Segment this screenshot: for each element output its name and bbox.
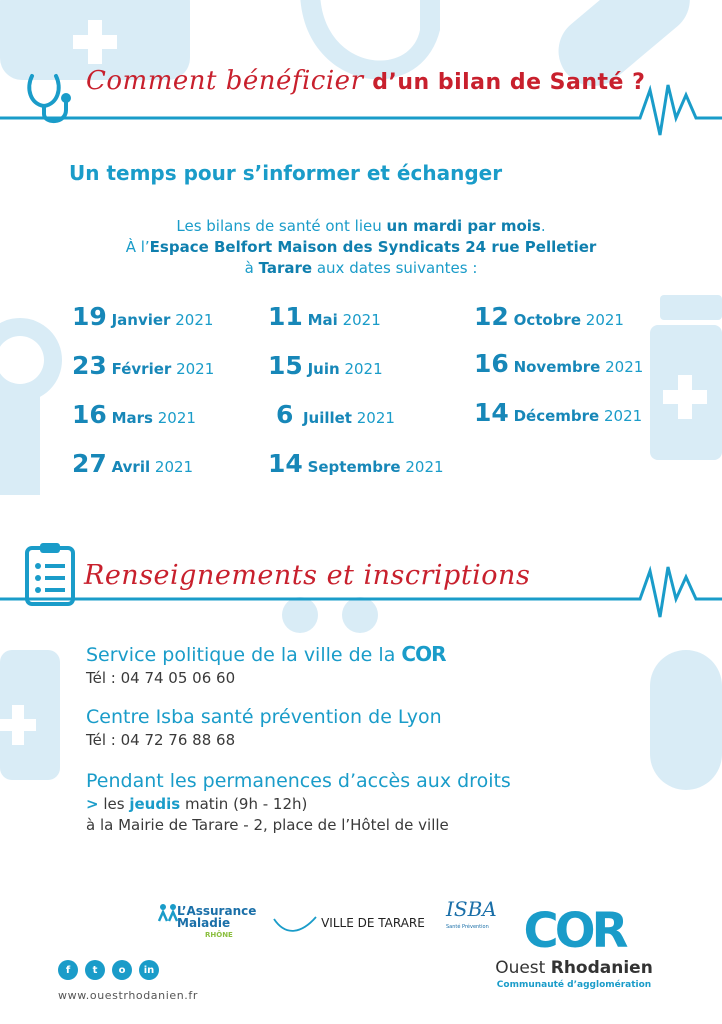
date-item: [72, 302, 213, 331]
date-day: 14: [268, 449, 303, 478]
date-year: 2021: [154, 458, 194, 476]
isba-heading: Centre Isba santé prévention de Lyon: [86, 706, 442, 728]
date-day: 15: [268, 351, 303, 380]
date-day: 16: [474, 349, 509, 378]
intro-line2-b: Espace Belfort Maison des Syndicats 24 rue Pelletier: [149, 238, 597, 256]
date-year: 2021: [342, 311, 381, 329]
date-month: Janvier: [111, 311, 171, 329]
date-item: [276, 400, 395, 429]
date-item: [72, 351, 214, 380]
intro-text: [0, 216, 722, 279]
date-day: 27: [72, 449, 107, 478]
date-year: 2021: [604, 407, 643, 425]
ville-de-tarare-logo: [272, 912, 425, 933]
date-item: [474, 349, 643, 378]
date-item: [268, 302, 381, 331]
date-day: 12: [474, 302, 509, 331]
date-month: Mars: [111, 409, 153, 427]
permanence-place: à la Mairie de Tarare - 2, place de l’Hôtel de ville: [86, 816, 449, 834]
cor-logo-mark: COR: [523, 903, 625, 959]
date-month: Octobre: [513, 311, 582, 329]
social-icons: [58, 960, 159, 980]
wave-icon: [272, 913, 322, 933]
cor-sub: Communauté d’agglomération: [496, 980, 652, 990]
date-year: 2021: [356, 409, 395, 427]
date-item: [474, 398, 642, 427]
date-item: [268, 351, 383, 380]
website-link[interactable]: www.ouestrhodanien.fr: [58, 989, 199, 1002]
am-line1: L’Assurance: [177, 904, 257, 918]
am-line3: RHÔNE: [205, 931, 233, 939]
date-year: 2021: [157, 409, 196, 427]
date-year: 2021: [344, 360, 383, 378]
permanence-les: les: [103, 795, 125, 813]
date-day: 19: [72, 302, 107, 331]
permanence-jeudis: jeudis: [129, 795, 181, 813]
assurance-maladie-logo: [165, 905, 256, 941]
service-phone: Tél : 04 74 05 06 60: [86, 669, 236, 687]
instagram-icon[interactable]: o: [112, 960, 132, 980]
clipboard-icon: [24, 540, 76, 606]
service-heading: [86, 642, 445, 666]
contact-title: Renseignements et inscriptions: [84, 560, 531, 591]
isba-block: [86, 706, 442, 749]
permanence-time: matin (9h - 12h): [184, 795, 308, 813]
service-heading-text: Service politique de la ville de la: [86, 644, 396, 666]
cor-inline-logo: COR: [401, 642, 446, 666]
intro-line2-a: À l’: [125, 238, 150, 256]
date-month: Novembre: [513, 358, 601, 376]
date-item: [268, 449, 444, 478]
date-month: Mai: [307, 311, 338, 329]
permanence-heading: Pendant les permanences d’accès aux droits: [86, 770, 511, 792]
am-line2: Maladie: [177, 916, 231, 930]
linkedin-icon[interactable]: in: [139, 960, 159, 980]
date-day: 23: [72, 351, 107, 380]
date-day: 14: [474, 398, 509, 427]
subtitle: Un temps pour s’informer et échanger: [69, 161, 503, 185]
date-item: [72, 400, 196, 429]
date-year: 2021: [176, 360, 215, 378]
intro-line3-b: Tarare: [258, 259, 313, 277]
date-day: 6: [276, 400, 294, 429]
date-year: 2021: [405, 458, 444, 476]
intro-line1-b: un mardi par mois: [386, 217, 541, 235]
date-month: Avril: [111, 458, 151, 476]
chevron-right-icon: >: [86, 795, 99, 813]
stethoscope-icon: [22, 68, 78, 128]
date-month: Février: [111, 360, 172, 378]
date-month: Juillet: [302, 409, 352, 427]
date-month: Décembre: [513, 407, 600, 425]
isba-text: ISBA: [446, 897, 497, 921]
date-day: 11: [268, 302, 303, 331]
isba-phone: Tél : 04 72 76 88 68: [86, 731, 236, 749]
permanence-block: [86, 770, 511, 834]
people-icon: [157, 903, 181, 923]
title-bold-part: d’un bilan de Santé ?: [372, 70, 646, 95]
date-item: [72, 449, 193, 478]
isba-sub: Santé Prévention: [446, 924, 489, 930]
intro-line1-a: Les bilans de santé ont lieu: [176, 217, 382, 235]
date-month: Septembre: [307, 458, 401, 476]
intro-line3-a: à: [244, 259, 254, 277]
permanence-schedule: [86, 795, 511, 813]
facebook-icon[interactable]: f: [58, 960, 78, 980]
twitter-icon[interactable]: t: [85, 960, 105, 980]
main-title: [86, 66, 645, 96]
cor-rhodanien: Rhodanien: [550, 958, 653, 978]
service-block: [86, 642, 445, 687]
intro-line1-c: .: [540, 217, 546, 235]
date-year: 2021: [175, 311, 214, 329]
intro-line3-c: aux dates suivantes :: [316, 259, 478, 277]
date-year: 2021: [605, 358, 644, 376]
title-script-part: Comment bénéficier: [86, 66, 364, 96]
cor-ouest: Ouest: [495, 958, 546, 978]
date-day: 16: [72, 400, 107, 429]
date-year: 2021: [585, 311, 624, 329]
tarare-text: VILLE DE TARARE: [321, 916, 425, 930]
date-item: [474, 302, 624, 331]
cor-logo: [482, 904, 666, 992]
date-month: Juin: [307, 360, 340, 378]
